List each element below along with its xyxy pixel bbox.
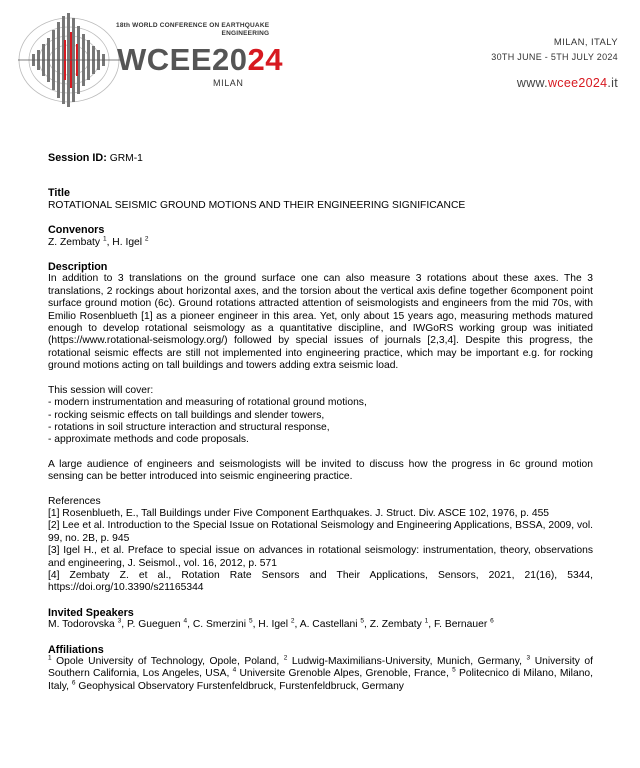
speaker-name: C. Smerzini [192,619,249,631]
conference-location: MILAN, ITALY [553,37,618,48]
affiliation-marker: 2 [290,617,295,625]
affiliation-marker: 2 [144,235,149,243]
affiliation-marker: 1 [424,617,429,625]
conference-logo-text: WCEE2024 [117,42,283,77]
conference-full-name: 18th WORLD CONFERENCE ON EARTHQUAKE ENGINEERING [116,22,270,37]
convenors-list: Z. Zembaty $^1$, H. Igel $^2$ [48,235,149,248]
description-heading: Description [48,261,108,274]
speaker-name: F. Bernauer [434,619,491,631]
invited-speakers-heading: Invited Speakers [48,606,134,619]
affiliation-marker: 3 [117,617,122,625]
invited-speakers-list: M. Todorovska $^3$, P. Gueguen $^4$, C. Smerzini $^5$, H. Igel $^2$, A. Castellani $^5$, Z. Zembaty $^1$, F. Bernauer $^6$ [48,617,494,631]
affiliation-marker: 1 [102,235,107,243]
coverage-intro: This session will cover: [48,384,154,396]
reference-item: [2] Lee et al. Introduction to the Special Issue on Rotational Seismology and Engineering Applications, BSSA, 2009, vol. 99, no. 2B, p. 945 [48,520,593,544]
references-heading: References [48,495,101,507]
affiliation-item: Geophysical Observatory Furstenfeldbruck, Furstenfeldbruck, Germany [75,680,404,692]
convenor-name: Z. Zembaty [48,236,103,248]
affiliation-marker: 5 [248,617,253,625]
session-document-body [48,152,593,693]
affiliation-marker: 6 [490,617,494,625]
affiliation-item: Universite Grenoble Alpes, Grenoble, France, [236,668,453,680]
session-title: ROTATIONAL SEISMIC GROUND MOTIONS AND THEIR ENGINEERING SIGNIFICANCE [48,199,466,211]
list-item: - approximate methods and code proposals. [48,434,249,446]
speaker-name: H. Igel [258,619,291,631]
logo-city: MILAN [213,78,244,88]
title-heading: Title [48,187,70,200]
session-id [48,152,593,165]
reference-item: [3] Igel H., et al. Preface to special issue on advances in rotational seismology: instrumentation, theory, observations and engineering, J. Seismol., vol. 16, 2012, p. 571 [48,545,593,569]
speaker-name: A. Castellani [299,619,361,631]
session-id-label: Session ID: [48,152,107,164]
affiliation-marker: 4 [183,617,188,625]
reference-item: [1] Rosenblueth, E., Tall Buildings under Five Component Earthquakes. J. Struct. Div. ASCE 102, 1976, p. 455 [48,507,550,519]
affiliation-item: Politecnico di Milano, Milano, Italy, [48,668,594,692]
conference-dates: 30TH JUNE - 5TH JULY 2024 [491,52,618,62]
seismograph-logo-icon [14,10,124,110]
affiliation-item: University of Southern California, Los Angeles, USA, [48,656,593,680]
conference-website-link[interactable]: www.wcee2024.it [516,76,618,90]
affiliation-item: Opole University of Technology, Opole, Poland, [51,656,284,667]
description-paragraph: In addition to 3 translations on the ground surface one can also measure 3 rotations about these axes. The 3 translations, 2 rockings about horizontal axes, and the torsion about the vertical axis define together 6component point surface ground motion (6c). Ground rotations attracted attention of seismologists and engineers from the mid 70s, with Emilio Rosenblueth [1] as a pioneer engineer in this area. Yet, only about 15 years ago, measuring methods matured enough to develop rotational seismology as a quantitative discipline, and IWGoRS working group was initiated (https://www.rotational-seismology.org/) followed by special issues of journals [2,3,4]. Despite this progress, the rotational seismic effects are still not implemented into engineering practice, which may be important e.g. for rocking ground motions acting on tall buildings and towers adding extra seismic load. [48,273,593,372]
speaker-name: Z. Zembaty [369,619,425,631]
conference-header [0,0,640,130]
affiliations-list: $^1$ Opole University of Technology, Opole, Poland, $^2$ Ludwig-Maximilians-University, Munich, Germany, $^3$ University of Southern California, Los Angeles, USA, $^4$ Universite Grenoble Alpes, Grenoble, France, $^5$ Politecnico di Milano, Milano, Italy, $^6$ Geophysical Observatory Furstenfeldbruck, Furstenfeldbruck, Germany [48,654,594,692]
speaker-name: P. Gueguen [127,619,184,631]
list-item: - rotations in soil structure interaction and structural response, [48,421,330,433]
affiliations-heading: Affiliations [48,643,104,656]
convenor-name: H. Igel [112,236,145,248]
coverage-list [48,397,593,447]
convenors-heading: Convenors [48,224,105,237]
speaker-name: M. Todorovska [48,619,118,631]
closing-paragraph: A large audience of engineers and seismologists will be invited to discuss how the progress in 6c ground motion sensing can be better introduced into seismic engineering practice. [48,458,593,483]
session-id-value: GRM-1 [109,153,143,164]
list-item: - rocking seismic effects on tall buildings and slender towers, [48,409,325,421]
affiliation-item: Ludwig-Maximilians-University, Munich, Germany, [287,656,527,667]
reference-item: [4] Zembaty Z. et al., Rotation Rate Sensors and Their Applications, Sensors, 2021, 21(16), 5344, https://doi.org/10.3390/s21165344 [48,569,593,594]
affiliation-marker: 5 [360,617,364,625]
list-item: - modern instrumentation and measuring of rotational ground motions, [48,397,367,409]
